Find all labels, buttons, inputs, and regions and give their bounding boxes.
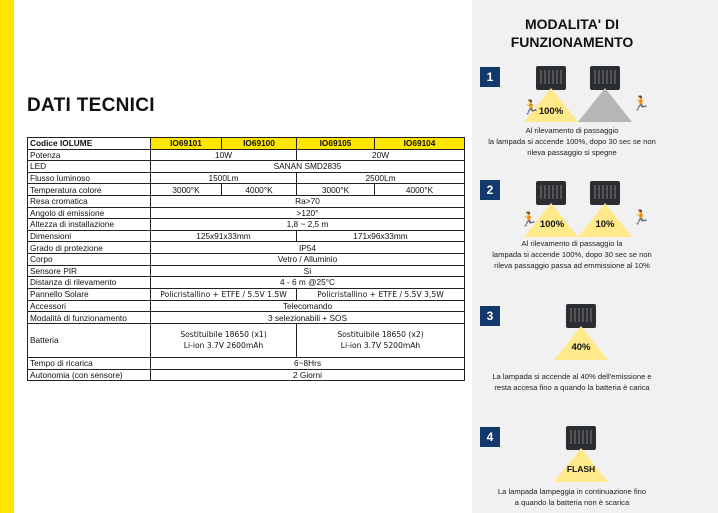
modes-title-line: MODALITA' DI (524, 16, 620, 32)
cell-value: 171x96x33mm (297, 230, 465, 242)
lamp-icon (566, 304, 596, 328)
table-row (28, 242, 465, 254)
lamp-icon (590, 181, 620, 205)
table-row (28, 369, 465, 381)
cell-value: 2 Giorni (151, 369, 465, 381)
running-man-icon: 🏃 (632, 95, 650, 111)
cell-value: Ra>70 (151, 195, 465, 207)
step-description-3 (472, 371, 672, 393)
table-row (28, 219, 465, 231)
lamp-icon (536, 66, 566, 90)
row-label: Sensore PIR (28, 265, 151, 277)
cell-value: >120° (151, 207, 465, 219)
desc-line: rileva passaggio si spegne (527, 148, 617, 157)
running-man-icon: 🏃 (522, 99, 540, 115)
row-label: Angolo di emissione (28, 207, 151, 219)
cell-value (151, 323, 297, 357)
lamp-icon (566, 426, 596, 450)
row-label: LED (28, 161, 151, 173)
cell-value: 3000°K (151, 184, 222, 196)
desc-line: La lampada si accende al 40% dell'emissione e (492, 372, 652, 381)
cell-value: 6~8Hrs (151, 357, 465, 369)
table-row (28, 195, 465, 207)
light-beam-icon (578, 88, 632, 122)
table-header-row (28, 138, 465, 150)
modes-title-line: FUNZIONAMENTO (510, 34, 634, 50)
cell-value (297, 323, 465, 357)
desc-line: rileva passaggio passa ad emmissione al 10% (494, 261, 650, 270)
row-label: Tempo di ricarica (28, 357, 151, 369)
cell-value: Telecomando (151, 300, 465, 312)
table-row (28, 207, 465, 219)
row-label: Dimensioni (28, 230, 151, 242)
step-badge-1: 1 (480, 67, 500, 87)
code-cell: IO69105 (297, 138, 375, 150)
table-row (28, 149, 465, 161)
beam-label: 100% (538, 106, 564, 117)
step-description-2 (472, 238, 672, 271)
step-badge-2: 2 (480, 180, 500, 200)
cell-value: 125x91x33mm (151, 230, 297, 242)
cell-value: 4 - 6 m @25°C (151, 277, 465, 289)
cell-value: 1500Lm (151, 172, 297, 184)
desc-line: Al rilevamento di passaggio la (521, 239, 623, 248)
table-row (28, 357, 465, 369)
cell-value: 1,8 ~ 2,5 m (151, 219, 465, 231)
lamp-icon (590, 66, 620, 90)
table-row (28, 312, 465, 324)
cell-value: 10W (151, 149, 297, 161)
desc-line: Al rilevamento di passaggio (525, 126, 619, 135)
desc-line: a quando la batteria non è scarica (514, 498, 630, 507)
row-label: Temperatura colore (28, 184, 151, 196)
row-label: Flusso luminoso (28, 172, 151, 184)
row-label: Grado di protezione (28, 242, 151, 254)
desc-line: lampada si accende 100%, dopo 30 sec se non (492, 250, 652, 259)
step-badge-4: 4 (480, 427, 500, 447)
table-row (28, 288, 465, 300)
cell-value (297, 288, 465, 300)
cell-value: 4000°K (222, 184, 297, 196)
table-row (28, 172, 465, 184)
cell-value: IP54 (151, 242, 465, 254)
cell-value: SANAN SMD2835 (151, 161, 465, 173)
cell-text: Sostituibile 18650 (x2) (337, 330, 424, 340)
code-cell: IO69104 (375, 138, 465, 150)
cell-value: Sì (151, 265, 465, 277)
table-row (28, 277, 465, 289)
specs-table (27, 137, 465, 381)
yellow-side-stripe (0, 0, 14, 513)
cell-value: 20W (297, 149, 465, 161)
table-row (28, 253, 465, 265)
row-label: Altezza di installazione (28, 219, 151, 231)
row-label: Autonomia (con sensore) (28, 369, 151, 381)
cell-value (151, 288, 297, 300)
lamp-icon (536, 181, 566, 205)
row-label: Corpo (28, 253, 151, 265)
step-description-4 (472, 486, 672, 508)
cell-value: 4000°K (375, 184, 465, 196)
table-row (28, 230, 465, 242)
desc-line: resta accesa fino a quando la batteria è carica (494, 383, 650, 392)
page-title: DATI TECNICI (27, 95, 155, 116)
table-row (28, 161, 465, 173)
row-label: Accessori (28, 300, 151, 312)
cell-text: Li-ion 3.7V 2600mAh (183, 341, 264, 351)
table-row (28, 323, 465, 357)
row-label: Pannello Solare (28, 288, 151, 300)
modes-title (472, 15, 672, 51)
desc-line: la lampada si accende 100%, dopo 30 sec se non (488, 137, 656, 146)
cell-value: 3 selezionabili + SOS (151, 312, 465, 324)
cell-text: Li-ion 3.7V 5200mAh (340, 341, 421, 351)
table-row (28, 300, 465, 312)
cell-text: Policristallino + ETFE / 5.5V 3,5W (317, 289, 444, 299)
row-label: Batteria (28, 323, 151, 357)
row-label: Modalità di funzionamento (28, 312, 151, 324)
beam-label: 10% (595, 219, 615, 230)
code-cell: IO69101 (151, 138, 222, 150)
cell-text: Sostituibile 18650 (x1) (180, 330, 267, 340)
row-label: Resa cromatica (28, 195, 151, 207)
table-row (28, 265, 465, 277)
step-description-1 (472, 125, 672, 158)
code-cell: IO69100 (222, 138, 297, 150)
beam-label: FLASH (566, 464, 596, 474)
running-man-icon: 🏃 (632, 209, 650, 225)
row-label: Distanza di rilevamento (28, 277, 151, 289)
cell-value: 3000°K (297, 184, 375, 196)
cell-value: 2500Lm (297, 172, 465, 184)
header-label: Codice IOLUME (28, 138, 151, 150)
table-row (28, 184, 465, 196)
modes-panel (472, 0, 718, 513)
beam-label: 40% (571, 342, 591, 353)
step-badge-3: 3 (480, 306, 500, 326)
beam-label: 100% (539, 219, 565, 230)
cell-text: Policristallino + ETFE / 5.5V 1.5W (160, 289, 287, 299)
desc-line: La lampada lampeggia in continuazione fino (497, 487, 647, 496)
cell-value: Vetro / Alluminio (151, 253, 465, 265)
row-label: Potenza (28, 149, 151, 161)
running-man-icon: 🏃 (520, 211, 538, 227)
